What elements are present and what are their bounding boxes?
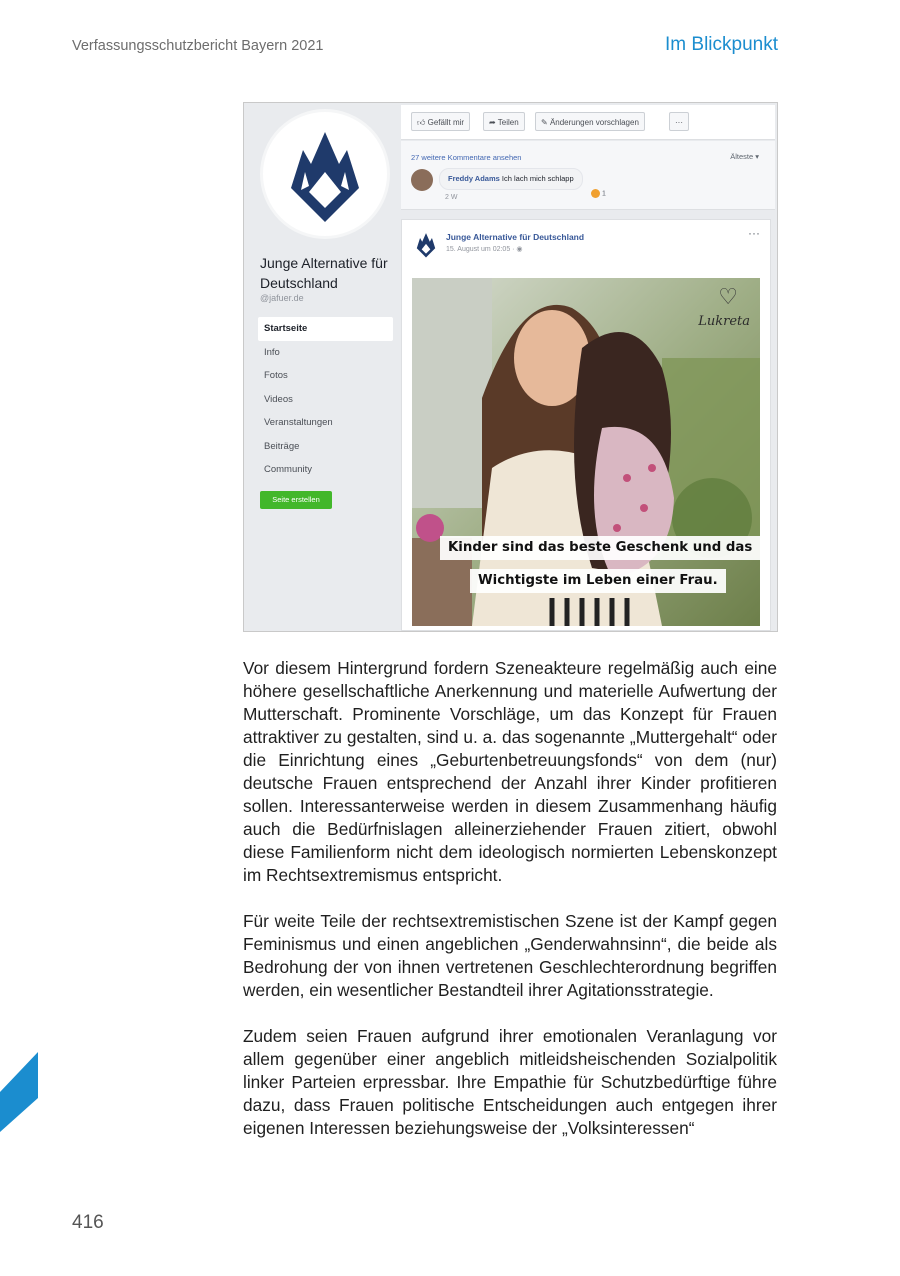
post-options-button[interactable]: ··· [748,226,760,240]
post-timestamp[interactable]: 15. August um 02:05 · ◉ [446,246,523,253]
nav-item-info[interactable]: Info [264,346,280,358]
comment-bubble [439,168,583,190]
avatar[interactable] [411,169,433,191]
pencil-icon: ✎ [541,118,550,127]
post-author[interactable]: Junge Alternative für Deutschland [446,232,585,242]
comment-sort-dropdown[interactable]: Älteste ▾ [730,152,759,161]
page-handle: @jafuer.de [260,293,304,303]
share-button[interactable] [483,112,525,131]
post-card [401,219,771,631]
paragraph-3: Zudem seien Frauen aufgrund ihrer emotionalen Veranlagung vor allem gegenüber einer angeblich mitleidsheischenden Sozialpolitik linker Parteien erpressbar. Ihre Empathie für Schutzbedürftige führe dazu, dass Frauen politische Entscheidungen auch entgegen ihrer eigenen Interessen beziehungsweise der „Volksinteressen“ [243,1026,777,1138]
facebook-sidebar [244,103,399,631]
laugh-reaction-icon [591,189,600,198]
image-caption-line-2: Wichtigste im Leben einer Frau. [470,569,726,593]
suggest-changes-button[interactable] [535,112,645,131]
comments-section [401,141,775,210]
image-caption-line-1: Kinder sind das beste Geschenk und das [440,536,760,560]
create-page-button[interactable]: Seite erstellen [260,491,332,509]
post-action-bar [401,105,775,140]
suggest-label: Änderungen vorschlagen [549,118,639,127]
page-nav [258,317,393,482]
corner-tab-mark [0,1052,38,1132]
like-label: Gefällt mir [427,118,465,127]
more-comments-link[interactable]: 27 weitere Kommentare ansehen [411,153,522,162]
nav-item-videos[interactable]: Videos [264,393,293,405]
facebook-feed [401,103,777,631]
image-watermark: Lukreta [698,314,750,329]
comment-text: Ich lach mich schlapp [501,174,574,183]
page-name: Junge Alternative für Deutschland [260,255,388,291]
share-arrow-icon: ➦ [489,118,498,127]
profile-picture [260,109,390,239]
share-label: Teilen [497,118,519,127]
flame-logo-icon [285,128,365,224]
paragraph-2: Für weite Teile der rechtsextremistischen Szene ist der Kampf gegen Feminismus und einen angeblichen „Genderwahnsinn“, die beide als Bedrohung der von ihnen vertretenen Geschlechterordnung begriffen werden, ein wesentlicher Bestandteil ihrer Agitationsstrategie. [243,911,777,1000]
running-header-title: Verfassungsschutzbericht Bayern 2021 [72,38,324,54]
comment-author[interactable]: Freddy Adams [448,174,500,183]
comment-reactions[interactable] [591,189,606,198]
facebook-screenshot [243,102,778,632]
like-button[interactable] [411,112,470,131]
nav-item-community[interactable]: Community [264,464,313,475]
nav-item-veranstaltungen[interactable]: Veranstaltungen [264,417,333,428]
comment-time[interactable]: 2 W [445,194,458,201]
post-image[interactable] [412,278,760,626]
section-title: Im Blickpunkt [665,34,778,55]
nav-item-startseite[interactable]: Startseite [258,317,393,341]
paragraph-1: Vor diesem Hintergrund fordern Szeneakteure regelmäßig auch eine höhere gesellschaftliche Anerkennung und materielle Aufwertung der Mutterschaft. Prominente Vorschläge, um das Konzept für Frauen attraktiver zu gestalten, sind u. a. das sogenannte „Muttergehalt“ oder die Einrichtung eines „Geburtenbetreuungsfonds“ von dem (nur) deutsche Frauen entsprechend der Anzahl ihrer Kinder profitieren sollen. Interessanterweise werden in diesem Zusammenhang häufig auch die Bedürfnislagen alleinerziehender Frauen zitiert, obwohl diese Familienform nicht dem ideologisch normierten Lebenskonzept im Rechtsextremismus entspricht. [243,658,777,885]
page-logo-icon [414,232,438,258]
page-number: 416 [72,1212,104,1233]
thumbs-up-icon: 👍︎ [417,118,428,127]
nav-item-fotos[interactable]: Fotos [264,370,288,381]
reaction-count: 1 [601,190,606,198]
nav-item-beitraege[interactable]: Beiträge [264,440,300,452]
body-text [243,657,777,1163]
more-options-button[interactable]: ··· [669,112,689,131]
heart-dove-icon: ♡ [718,284,738,309]
